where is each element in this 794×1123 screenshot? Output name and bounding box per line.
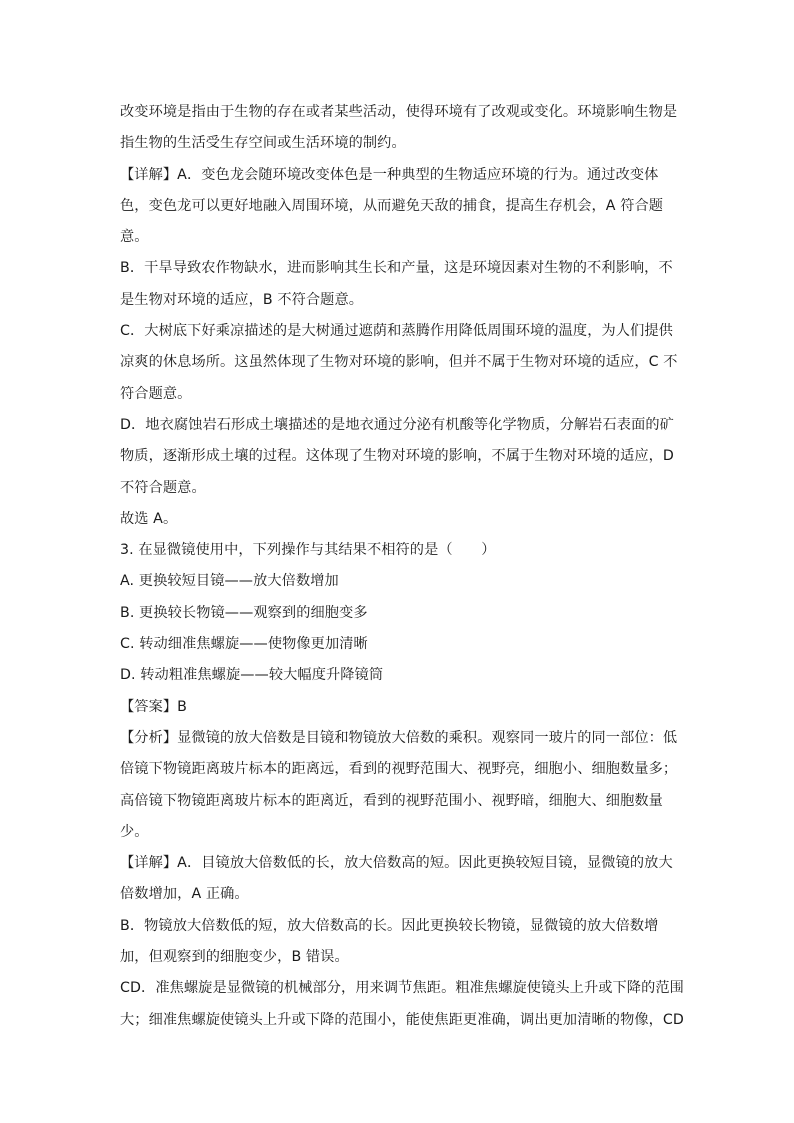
text-line: 色，变色龙可以更好地融入周围环境，从而避免天敌的捕食，提高生存机会，A 符合题	[120, 197, 664, 214]
text-line: 符合题意。	[120, 385, 192, 402]
text-line: 【详解】A．变色龙会随环境改变体色是一种典型的生物适应环境的行为。通过改变体	[120, 166, 659, 183]
document-page	[120, 101, 684, 1040]
text-line: 高倍镜下物镜距离玻片标本的距离近，看到的视野范围小、视野暗，细胞大、细胞数量	[120, 792, 663, 809]
text-line: C．大树底下好乘凉描述的是大树通过遮荫和蒸腾作用降低周围环境的温度，为人们提供	[120, 323, 673, 340]
question-title: 3. 在显微镜使用中，下列操作与其结果不相符的是（ ）	[120, 542, 496, 559]
text-line: 少。	[120, 823, 149, 840]
text-line: 指生物的生活受生存空间或生活环境的制约。	[120, 135, 406, 152]
text-line: 倍数增加，A 正确。	[120, 886, 249, 903]
text-line: 凉爽的休息场所。这虽然体现了生物对环境的影响，但并不属于生物对环境的适应，C 不	[120, 354, 678, 371]
answer-line: 【答案】B	[120, 698, 187, 715]
text-line: CD．准焦螺旋是显微镜的机械部分，用来调节焦距。粗准焦螺旋使镜头上升或下降的范围	[120, 980, 684, 997]
question-option-d: D. 转动粗准焦螺旋——较大幅度升降镜筒	[120, 667, 384, 684]
question-option-c: C. 转动细准焦螺旋——使物像更加清晰	[120, 636, 368, 653]
text-line: 是生物对环境的适应，B 不符合题意。	[120, 291, 364, 308]
text-line: B．物镜放大倍数低的短，放大倍数高的长。因此更换较长物镜，显微镜的放大倍数增	[120, 917, 659, 934]
text-line: 改变环境是指由于生物的存在或者某些活动，使得环境有了改观或变化。环境影响生物是	[120, 104, 678, 120]
text-line: D．地衣腐蚀岩石形成土壤描述的是地衣通过分泌有机酸等化学物质，分解岩石表面的矿	[120, 416, 674, 433]
text-line: B．干旱导致农作物缺水，进而影响其生长和产量，这是环境因素对生物的不利影响，不	[120, 260, 673, 277]
text-line: 大；细准焦螺旋使镜头上升或下降的范围小，能使焦距更准确，调出更加清晰的物像，CD	[120, 1011, 684, 1028]
text-line: 故选 A。	[120, 510, 178, 527]
text-line: 意。	[120, 229, 149, 246]
text-line: 不符合题意。	[120, 479, 206, 496]
text-line: 物质，逐渐形成土壤的过程。这体现了生物对环境的影响，不属于生物对环境的适应，D	[120, 448, 674, 465]
text-line: 【分析】显微镜的放大倍数是目镜和物镜放大倍数的乘积。观察同一玻片的同一部位：低	[120, 729, 678, 746]
question-option-b: B. 更换较长物镜——观察到的细胞变多	[120, 604, 368, 621]
text-line: 【详解】A．目镜放大倍数低的长，放大倍数高的短。因此更换较短目镜，显微镜的放大	[120, 855, 673, 872]
question-option-a: A. 更换较短目镜——放大倍数增加	[120, 573, 339, 590]
text-line: 加，但观察到的细胞变少，B 错误。	[120, 949, 349, 966]
text-line: 倍镜下物镜距离玻片标本的距离远，看到的视野范围大、视野亮，细胞小、细胞数量多；	[120, 761, 678, 778]
